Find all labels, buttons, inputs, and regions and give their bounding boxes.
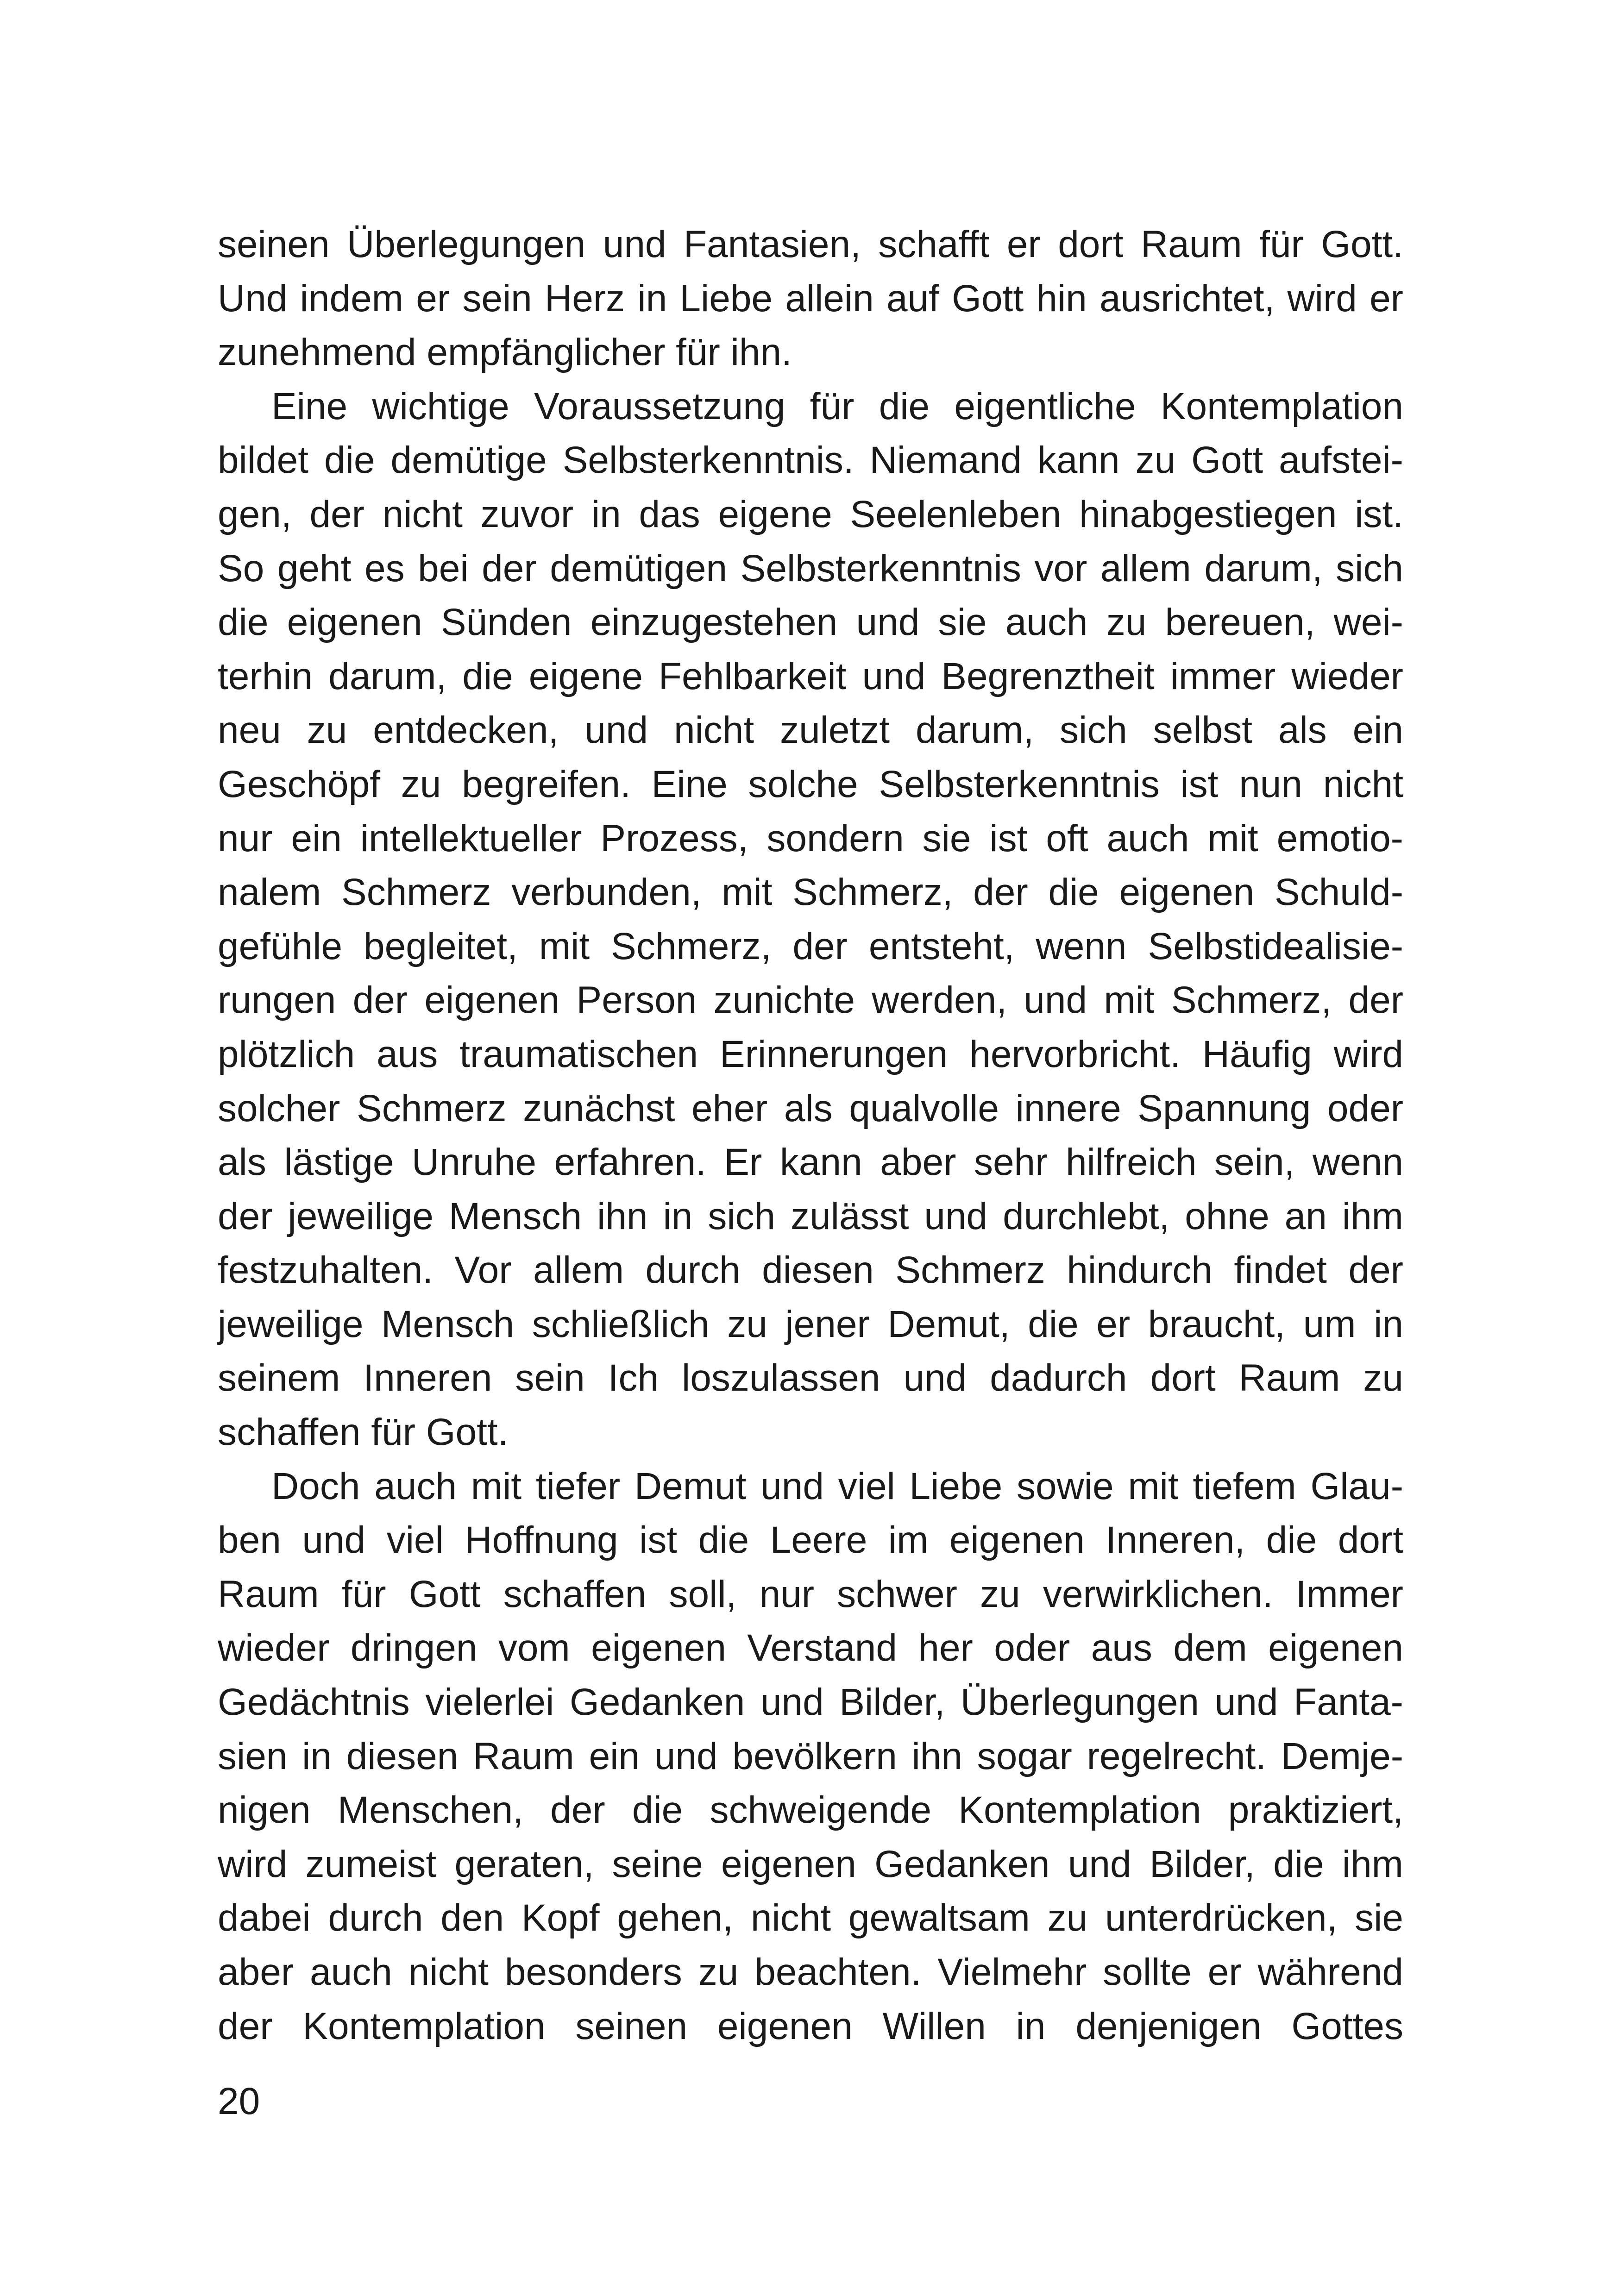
text-line: als lästige Unruhe erfahren. Er kann aber sehr hilfreich sein, wenn [218, 1141, 1403, 1184]
text-line: der Kontemplation seinen eigenen Willen in denjenigen Gottes [218, 2005, 1403, 2047]
text-line: aber auch nicht besonders zu beachten. Vielmehr sollte er während [218, 1951, 1403, 1993]
text-line: Raum für Gott schaffen soll, nur schwer zu verwirklichen. Immer [218, 1573, 1403, 1615]
text-line: plötzlich aus traumatischen Erinnerungen hervorbricht. Häufig wird [218, 1033, 1403, 1075]
text-line: nigen Menschen, der die schweigende Kontemplation praktiziert, [218, 1789, 1403, 1832]
text-line: wird zumeist geraten, seine eigenen Gedanken und Bilder, die ihm [218, 1843, 1403, 1885]
text-line: Geschöpf zu begreifen. Eine solche Selbsterkenntnis ist nun nicht [218, 763, 1403, 805]
page-number: 20 [218, 2080, 260, 2122]
text-line: jeweilige Mensch schließlich zu jener Demut, die er braucht, um in [218, 1303, 1403, 1345]
text-line: nalem Schmerz verbunden, mit Schmerz, der die eigenen Schuld- [218, 871, 1403, 914]
text-line: terhin darum, die eigene Fehlbarkeit und Begrenztheit immer wieder [218, 655, 1403, 697]
paragraph-first-line: Eine wichtige Voraussetzung für die eigentliche Kontemplation [271, 385, 1403, 427]
text-line: festzuhalten. Vor allem durch diesen Schmerz hindurch findet der [218, 1249, 1403, 1292]
text-line: zunehmend empfänglicher für ihn. [218, 331, 792, 374]
text-line: schaffen für Gott. [218, 1411, 509, 1454]
text-line: sien in diesen Raum ein und bevölkern ihn sogar regelrecht. Demje- [218, 1735, 1403, 1777]
text-line: rungen der eigenen Person zunichte werden, und mit Schmerz, der [218, 979, 1403, 1022]
text-line: nur ein intellektueller Prozess, sondern sie ist oft auch mit emotio- [218, 817, 1403, 859]
text-line: So geht es bei der demütigen Selbsterkenntnis vor allem darum, sich [218, 547, 1403, 590]
text-line: die eigenen Sünden einzugestehen und sie auch zu bereuen, wei- [218, 601, 1403, 644]
text-line: Und indem er sein Herz in Liebe allein auf Gott hin ausrichtet, wird er [218, 277, 1403, 320]
text-line: ben und viel Hoffnung ist die Leere im eigenen Inneren, die dort [218, 1519, 1403, 1562]
text-line: der jeweilige Mensch ihn in sich zulässt und durchlebt, ohne an ihm [218, 1195, 1403, 1237]
text-line: gen, der nicht zuvor in das eigene Seelenleben hinabgestiegen ist. [218, 493, 1403, 535]
text-line: wieder dringen vom eigenen Verstand her oder aus dem eigenen [218, 1627, 1403, 1669]
text-line: bildet die demütige Selbsterkenntnis. Niemand kann zu Gott aufstei- [218, 439, 1403, 482]
text-line: dabei durch den Kopf gehen, nicht gewaltsam zu unterdrücken, sie [218, 1897, 1403, 1939]
text-line: gefühle begleitet, mit Schmerz, der entsteht, wenn Selbstidealisie- [218, 925, 1403, 967]
text-line: neu zu entdecken, und nicht zuletzt darum, sich selbst als ein [218, 709, 1403, 752]
body-text [218, 218, 1403, 2053]
paragraph-first-line: Doch auch mit tiefer Demut und viel Liebe sowie mit tiefem Glau- [271, 1465, 1403, 1507]
text-line: Gedächtnis vielerlei Gedanken und Bilder, Überlegungen und Fanta- [218, 1681, 1403, 1724]
text-line: solcher Schmerz zunächst eher als qualvolle innere Spannung oder [218, 1087, 1403, 1129]
text-line: seinem Inneren sein Ich loszulassen und dadurch dort Raum zu [218, 1357, 1403, 1399]
text-line: seinen Überlegungen und Fantasien, schafft er dort Raum für Gott. [218, 223, 1403, 265]
